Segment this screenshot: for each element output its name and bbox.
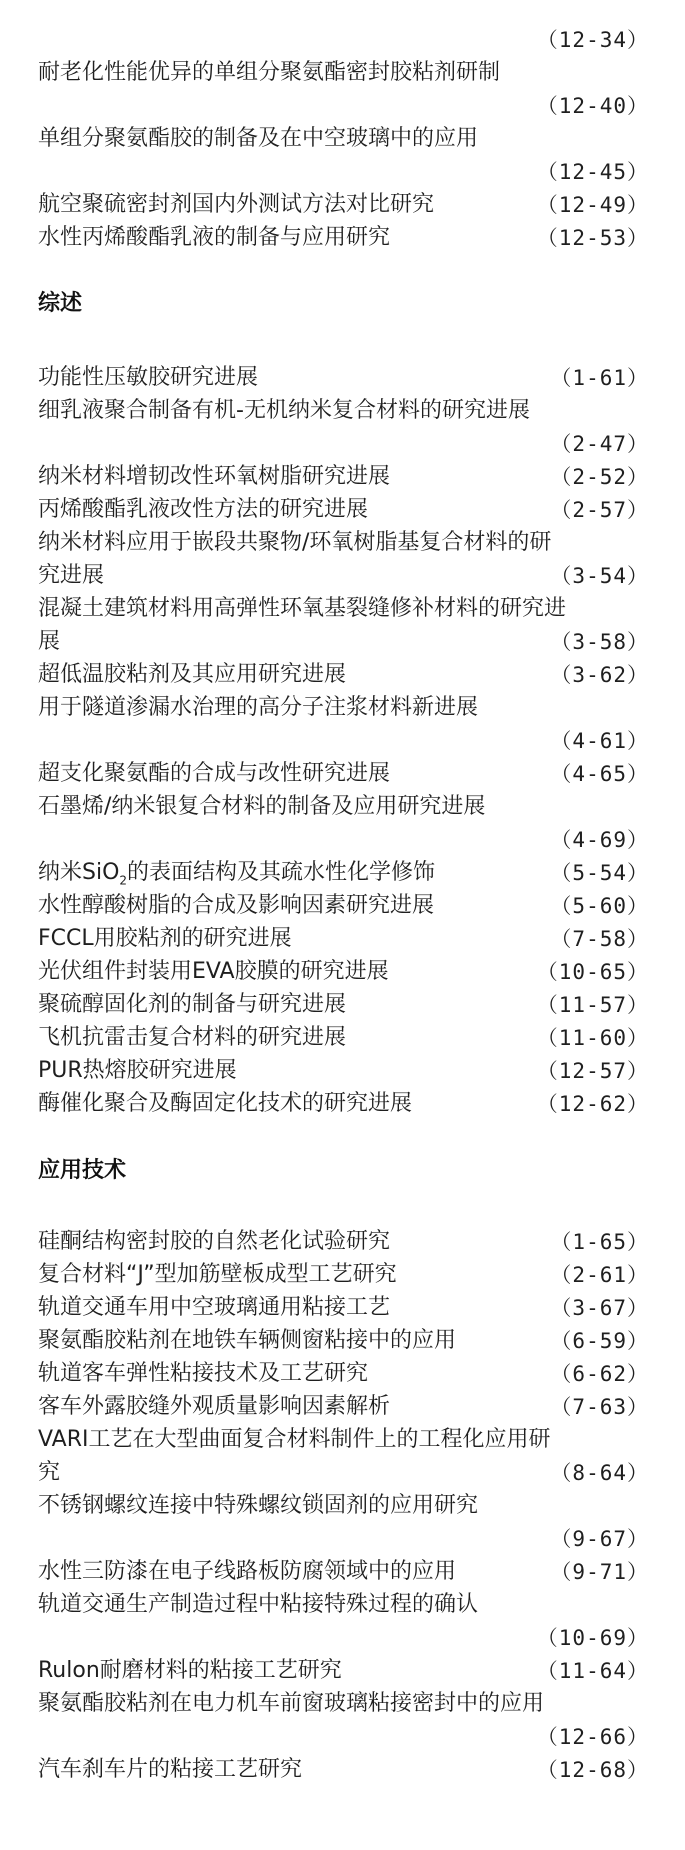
item-ref: （12-66） bbox=[536, 1725, 649, 1749]
item-ref: （3-62） bbox=[550, 663, 649, 687]
item-title: PUR热熔胶研究进展 bbox=[38, 1058, 237, 1083]
list-item bbox=[38, 1556, 649, 1588]
item-title: 轨道交通生产制造过程中粘接特殊过程的确认 bbox=[38, 1592, 479, 1617]
item-title: 硅酮结构密封胶的自然老化试验研究 bbox=[38, 1229, 391, 1254]
list-item bbox=[38, 890, 649, 922]
list-item bbox=[38, 461, 649, 493]
list-item bbox=[38, 1523, 649, 1555]
list-item bbox=[38, 90, 649, 122]
list-item bbox=[38, 923, 649, 955]
item-title: 飞机抗雷击复合材料的研究进展 bbox=[38, 1025, 347, 1050]
item-ref: （3-58） bbox=[550, 630, 649, 654]
list-item bbox=[38, 24, 649, 56]
item-title: 单组分聚氨酯胶的制备及在中空玻璃中的应用 bbox=[38, 126, 479, 151]
item-title: 纳米SiO$_2$的表面结构及其疏水性化学修饰 bbox=[38, 860, 436, 888]
item-title: VARI工艺在大型曲面复合材料制件上的工程化应用研 bbox=[38, 1427, 551, 1452]
list-item bbox=[38, 659, 649, 691]
list-item bbox=[38, 593, 649, 625]
item-ref: （3-54） bbox=[550, 564, 649, 588]
item-ref: （5-60） bbox=[550, 894, 649, 918]
list-item bbox=[38, 123, 649, 155]
item-title: 汽车刹车片的粘接工艺研究 bbox=[38, 1757, 303, 1782]
item-title: 聚硫醇固化剂的制备与研究进展 bbox=[38, 992, 347, 1017]
item-title: 究进展 bbox=[38, 563, 105, 588]
item-ref: （1-65） bbox=[550, 1230, 649, 1254]
section-heading-review: 综述 bbox=[38, 291, 83, 316]
item-ref: （4-65） bbox=[550, 762, 649, 786]
item-ref: （12-40） bbox=[536, 94, 649, 118]
item-ref: （12-49） bbox=[536, 193, 649, 217]
list-item bbox=[38, 1325, 649, 1357]
item-title: 航空聚硫密封剂国内外测试方法对比研究 bbox=[38, 192, 435, 217]
item-title: 轨道客车弹性粘接技术及工艺研究 bbox=[38, 1361, 369, 1386]
item-title: 聚氨酯胶粘剂在电力机车前窗玻璃粘接密封中的应用 bbox=[38, 1691, 545, 1716]
item-title: 水性丙烯酸酯乳液的制备与应用研究 bbox=[38, 225, 391, 250]
list-item bbox=[38, 156, 649, 188]
item-title: 超低温胶粘剂及其应用研究进展 bbox=[38, 662, 347, 687]
item-title: 酶催化聚合及酶固定化技术的研究进展 bbox=[38, 1091, 413, 1116]
item-title: 功能性压敏胶研究进展 bbox=[38, 365, 259, 390]
item-ref: （2-52） bbox=[550, 465, 649, 489]
list-item bbox=[38, 222, 649, 254]
item-ref: （10-69） bbox=[536, 1626, 649, 1650]
item-ref: （12-53） bbox=[536, 226, 649, 250]
list-item bbox=[38, 1391, 649, 1423]
item-title: 究 bbox=[38, 1460, 61, 1485]
list-item bbox=[38, 428, 649, 460]
list-item bbox=[38, 626, 649, 658]
list-item bbox=[38, 956, 649, 988]
item-title: 光伏组件封装用EVA胶膜的研究进展 bbox=[38, 959, 389, 984]
item-ref: （12-62） bbox=[536, 1092, 649, 1116]
list-item bbox=[38, 1259, 649, 1291]
list-item bbox=[38, 1055, 649, 1087]
list-item bbox=[38, 1655, 649, 1687]
item-title: 耐老化性能优异的单组分聚氨酯密封胶粘剂研制 bbox=[38, 60, 501, 85]
list-item bbox=[38, 1688, 649, 1720]
list-item bbox=[38, 1022, 649, 1054]
item-title: 水性三防漆在电子线路板防腐领域中的应用 bbox=[38, 1559, 457, 1584]
list-item bbox=[38, 1226, 649, 1258]
item-ref: （6-62） bbox=[550, 1362, 649, 1386]
item-ref: （11-60） bbox=[536, 1026, 649, 1050]
item-ref: （5-54） bbox=[550, 861, 649, 885]
list-item bbox=[38, 791, 649, 823]
item-ref: （12-68） bbox=[536, 1758, 649, 1782]
item-title: 复合材料“J”型加筋壁板成型工艺研究 bbox=[38, 1262, 397, 1287]
list-item bbox=[38, 692, 649, 724]
item-title: 细乳液聚合制备有机-无机纳米复合材料的研究进展 bbox=[38, 398, 530, 423]
item-title: 展 bbox=[38, 629, 61, 654]
list-item bbox=[38, 1490, 649, 1522]
item-ref: （4-61） bbox=[550, 729, 649, 753]
list-item bbox=[38, 57, 649, 89]
item-ref: （9-67） bbox=[550, 1527, 649, 1551]
list-item bbox=[38, 1721, 649, 1753]
list-item bbox=[38, 494, 649, 526]
item-ref: （8-64） bbox=[550, 1461, 649, 1485]
item-title: 水性醇酸树脂的合成及影响因素研究进展 bbox=[38, 893, 435, 918]
list-item bbox=[38, 824, 649, 856]
list-item bbox=[38, 1424, 649, 1456]
item-title: 丙烯酸酯乳液改性方法的研究进展 bbox=[38, 497, 369, 522]
list-item bbox=[38, 362, 649, 394]
item-ref: （11-57） bbox=[536, 993, 649, 1017]
list-item bbox=[38, 1088, 649, 1120]
item-title: 石墨烯/纳米银复合材料的制备及应用研究进展 bbox=[38, 794, 486, 819]
item-title: 纳米材料增韧改性环氧树脂研究进展 bbox=[38, 464, 391, 489]
list-item bbox=[38, 395, 649, 427]
list-item bbox=[38, 1457, 649, 1489]
item-title: 用于隧道渗漏水治理的高分子注浆材料新进展 bbox=[38, 695, 479, 720]
item-title: 客车外露胶缝外观质量影响因素解析 bbox=[38, 1394, 391, 1419]
list-item bbox=[38, 1754, 649, 1786]
list-item bbox=[38, 189, 649, 221]
list-item bbox=[38, 560, 649, 592]
item-title: 轨道交通车用中空玻璃通用粘接工艺 bbox=[38, 1295, 391, 1320]
item-ref: （12-57） bbox=[536, 1059, 649, 1083]
item-ref: （4-69） bbox=[550, 828, 649, 852]
list-item bbox=[38, 527, 649, 559]
item-title: 超支化聚氨酯的合成与改性研究进展 bbox=[38, 761, 391, 786]
item-ref: （3-67） bbox=[550, 1296, 649, 1320]
item-ref: （7-58） bbox=[550, 927, 649, 951]
list-item bbox=[38, 725, 649, 757]
item-title: 不锈钢螺纹连接中特殊螺纹锁固剂的应用研究 bbox=[38, 1493, 479, 1518]
item-ref: （2-61） bbox=[550, 1263, 649, 1287]
list-item bbox=[38, 758, 649, 790]
list-item bbox=[38, 1589, 649, 1621]
list-item bbox=[38, 989, 649, 1021]
item-title: 混凝土建筑材料用高弹性环氧基裂缝修补材料的研究进 bbox=[38, 596, 567, 621]
item-ref: （12-34） bbox=[536, 28, 649, 52]
item-ref: （11-64） bbox=[536, 1659, 649, 1683]
item-title: Rulon耐磨材料的粘接工艺研究 bbox=[38, 1658, 342, 1683]
list-item bbox=[38, 857, 649, 889]
list-item bbox=[38, 1622, 649, 1654]
item-ref: （6-59） bbox=[550, 1329, 649, 1353]
item-ref: （2-47） bbox=[550, 432, 649, 456]
item-ref: （2-57） bbox=[550, 498, 649, 522]
item-ref: （1-61） bbox=[550, 366, 649, 390]
list-item bbox=[38, 1292, 649, 1324]
item-title: FCCL用胶粘剂的研究进展 bbox=[38, 926, 292, 951]
item-ref: （10-65） bbox=[536, 960, 649, 984]
list-item bbox=[38, 1358, 649, 1390]
item-title: 聚氨酯胶粘剂在地铁车辆侧窗粘接中的应用 bbox=[38, 1328, 457, 1353]
item-ref: （9-71） bbox=[550, 1560, 649, 1584]
item-title: 纳米材料应用于嵌段共聚物/环氧树脂基复合材料的研 bbox=[38, 530, 552, 555]
item-ref: （7-63） bbox=[550, 1395, 649, 1419]
section-heading-application: 应用技术 bbox=[38, 1158, 127, 1183]
item-ref: （12-45） bbox=[536, 160, 649, 184]
